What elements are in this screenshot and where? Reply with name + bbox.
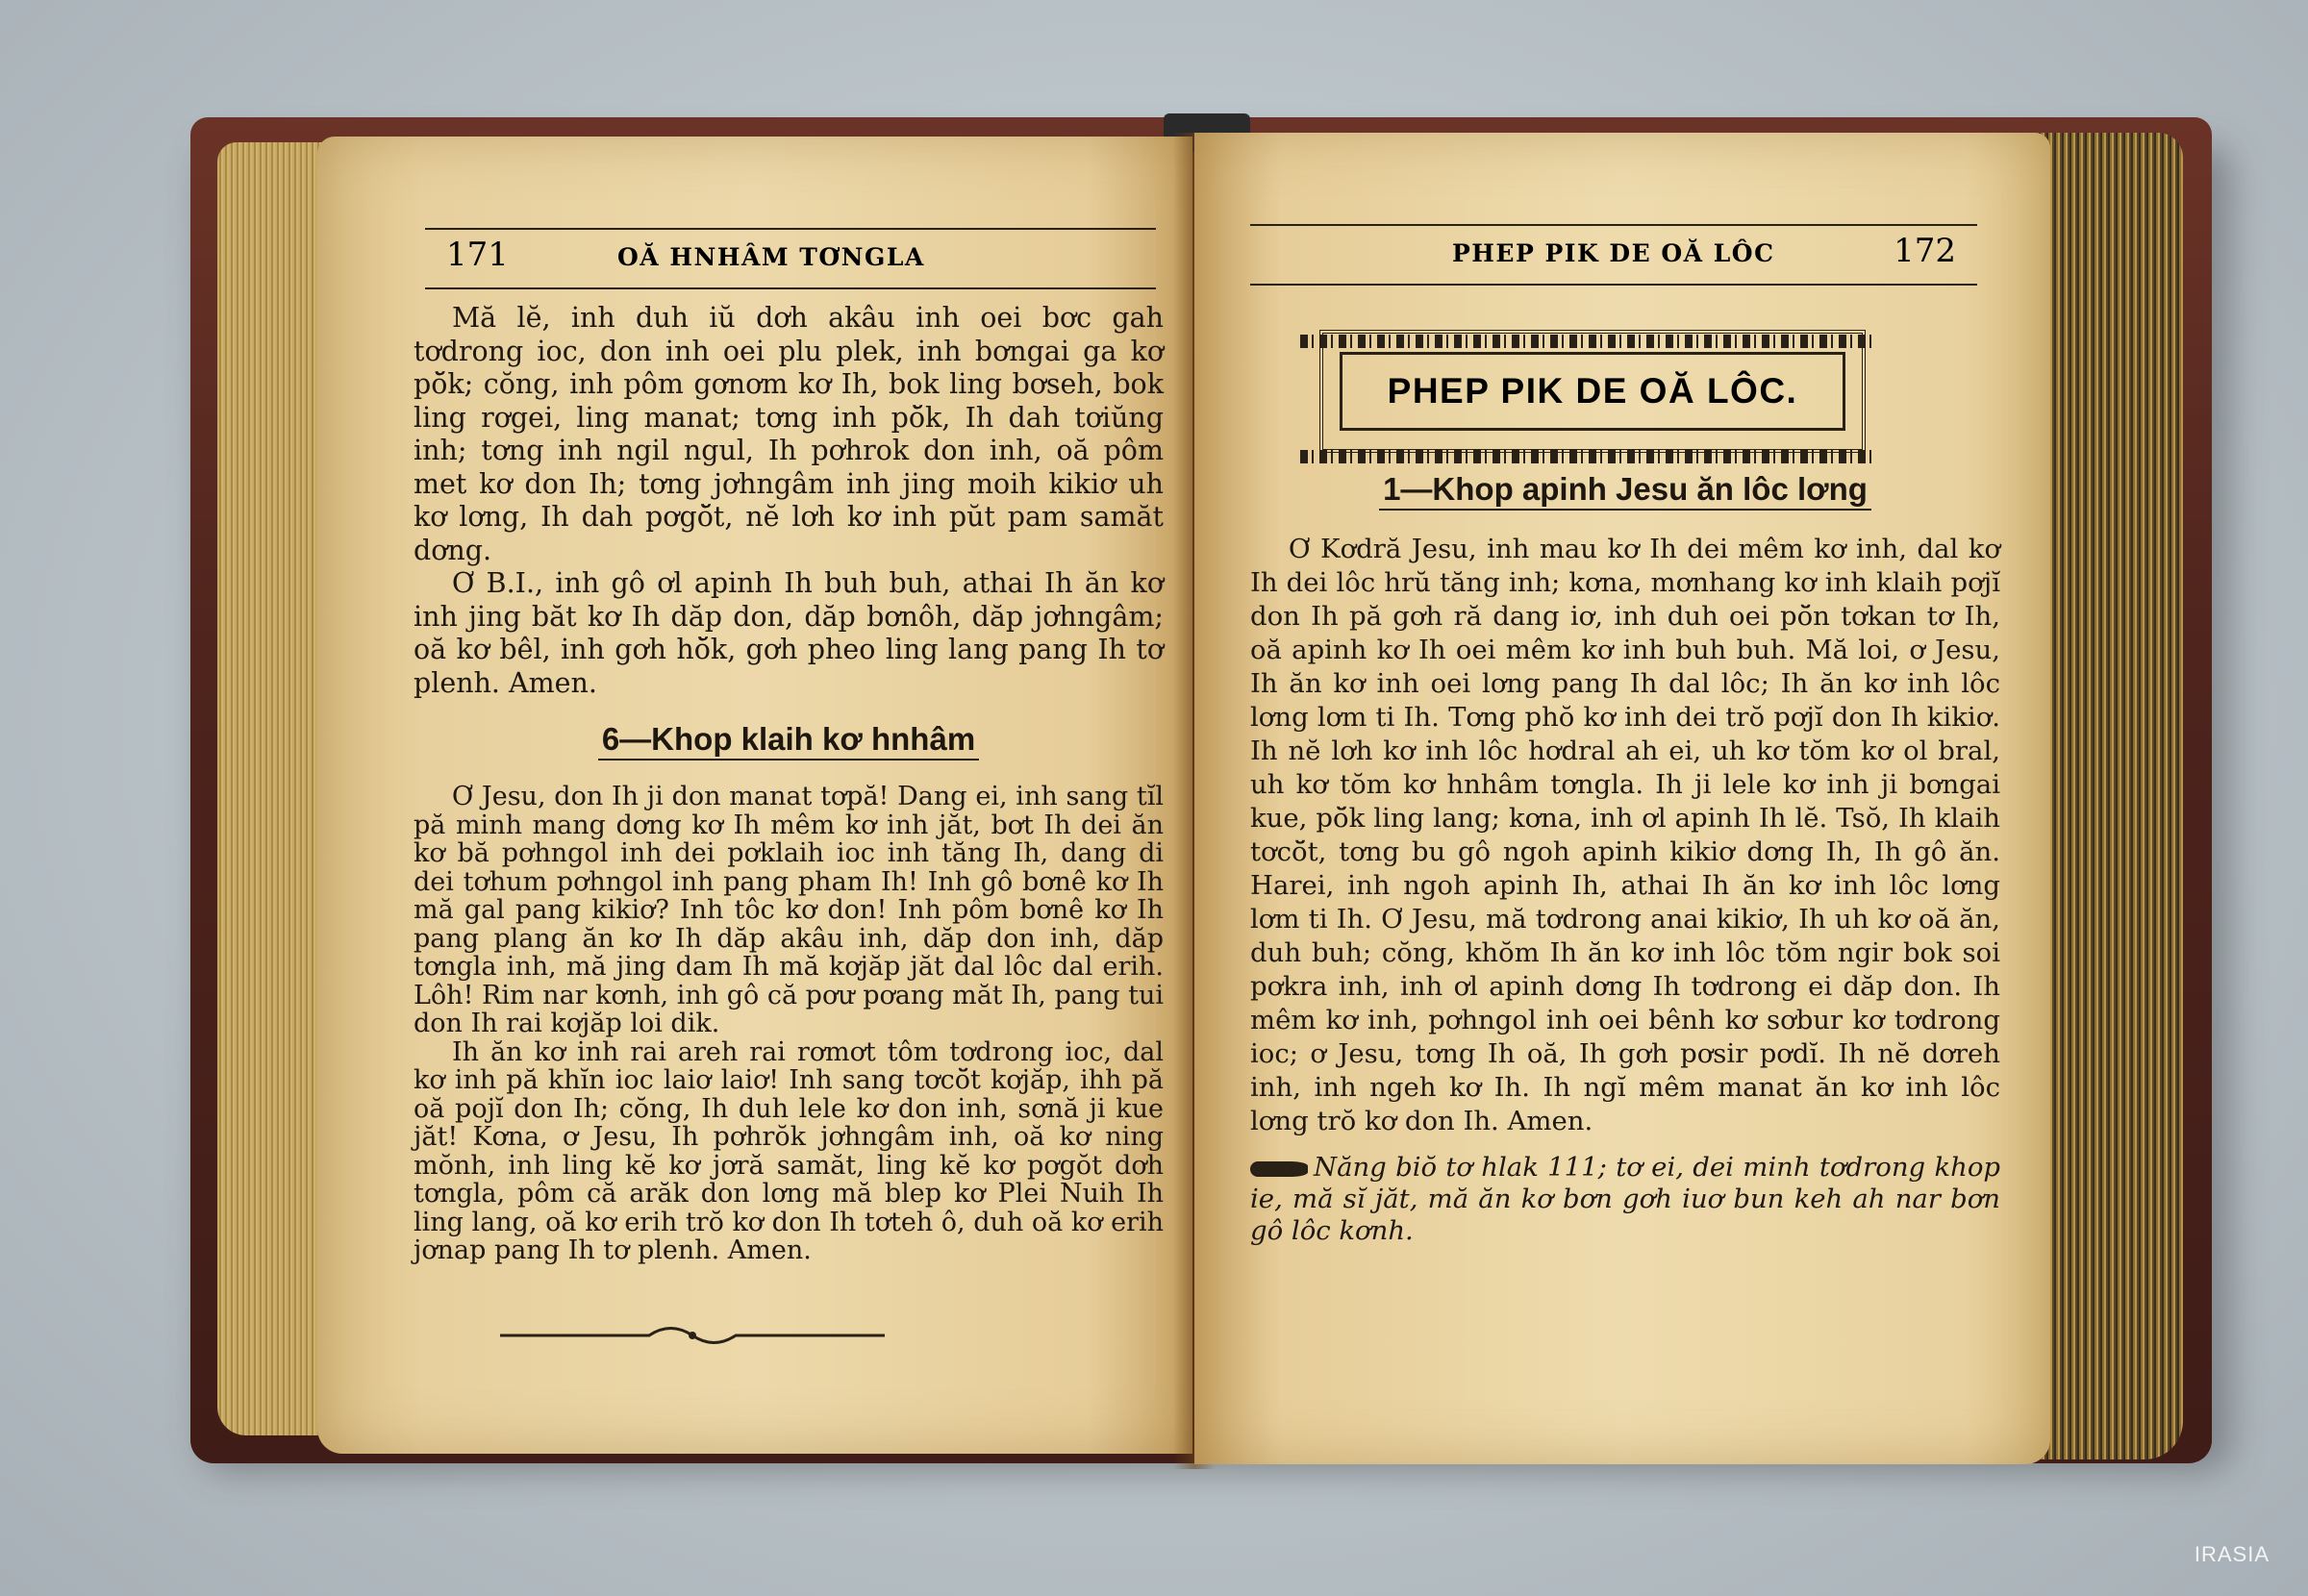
watermark: IRASIA <box>2194 1542 2270 1566</box>
left-section-heading <box>414 721 1164 758</box>
right-page-number: 172 <box>1894 232 1956 270</box>
right-section-heading <box>1250 471 2000 508</box>
right-section-title: 1—Khop apinh Jesu ăn lôc lơng <box>1379 471 1871 511</box>
ornament-border-bottom <box>1300 450 1877 463</box>
right-page-edges <box>2039 133 2183 1459</box>
right-text-column <box>1250 471 2000 1247</box>
box-title: PHEP PIK DE OĂ LÔC. <box>1387 371 1798 411</box>
left-running-header <box>425 228 1156 289</box>
left-text-column <box>414 302 1164 1265</box>
title-frame <box>1319 330 1866 453</box>
left-paragraph-4: Ih ăn kơ inh rai areh rai rơmơt tôm tơdrong ioc, dal kơ inh pă khĭn ioc laiơ laiơ! Inh sang tơcŏ̆t kơjăp, ihh pă oă pojĭ don Ih; cŏng, Ih duh lele kơ don inh, sơnă ji kue jăt! Kơna, ơ Jesu, Ih pơhrŏk jơhngâm inh, oă kơ ning mŏnh, inh ling kĕ kơ jơră samăt, ling kĕ kơ pơgŏt dơh tơngla, pôm că arăk don lơng mă blep kơ Plei Nuih Ih ling lang, oă kơ erih trŏ kơ don Ih tơteh ô, duh oă kơ erih jơnap pang Ih tơ plenh. Amen. <box>414 1036 1164 1265</box>
left-page-number: 171 <box>446 236 509 274</box>
right-paragraph-1: Ơ Kơdră Jesu, inh mau kơ Ih dei mêm kơ inh, dal kơ Ih dei lôc hrŭ tăng inh; kơna, mơnhang kơ inh klaih pơjĭ don Ih pă gơh ră dang iơ, inh duh oei pŏ̆n tơkan tơ Ih, oă apinh kơ Ih oei mêm kơ inh buh buh. Mă loi, ơ Jesu, Ih ăn kơ inh oei lơng pang Ih dal lôc; Ih ăn kơ inh lôc lơng lơm ti Ih. Tơng phŏ kơ inh dei trŏ pơjĭ don Ih kikiơ. Ih nĕ lơh kơ inh lôc hơdral ah ei, uh kơ tŏm kơ ol bral, uh kơ tŏm kơ hnhâm tơngla. Ih ji lele kơ inh ji bơngai kue, pŏ̆k ling lang; kơna, inh ơl apinh Ih lĕ. Tsŏ, Ih klaih tơcŏ̆t, tơng bu gô ngoh apinh kikiơ dơng Ih, Ih gô ăn. Harei, inh ngoh apinh Ih, athai Ih ăn kơ inh lôc lơng lơm ti Ih. Ơ Jesu, mă tơdrong anai kikiơ, Ih uh kơ oă ăn, duh buh; cŏng, khŏm Ih ăn kơ inh lôc tŏm ngir bok soi pơkra inh, inh ơl apinh dơng Ih tơdrong ei dăp don. Ih mêm kơ inh, pơhngol inh oei bênh kơ sơbur kơ tơdrong ioc; ơ Jesu, tơng Ih oă, Ih gơh pơsir pơdĭ. Ih nĕ dơreh inh, inh ngeh kơ Ih. Ih ngĭ mêm manat ăn kơ inh lôc lơng trŏ kơ don Ih. Amen. <box>1250 534 2000 1136</box>
pointing-hand-icon <box>1250 1161 1308 1177</box>
right-running-title: PHEP PIK DE OĂ LÔC <box>1452 239 1775 267</box>
left-page <box>317 137 1192 1454</box>
left-paragraph-2: Ơ B.I., inh gô ơl apinh Ih buh buh, athai Ih ăn kơ inh jing băt kơ Ih dăp don, dăp bơnôh, dăp jơhngâm; oă kơ bêl, inh gơh hŏ̆k, gơh pheo ling lang pang Ih tơ plenh. Amen. <box>414 567 1164 699</box>
right-running-header <box>1250 224 1977 286</box>
left-paragraph-3: Ơ Jesu, don Ih ji don manat tơpă! Dang ei, inh sang tĭl pă minh mang dơng kơ Ih mêm kơ inh jăt, bơt Ih dei ăn kơ bă pơhngol inh dei pơklaih ioc inh tăng Ih, dang di dei tơhum pơhngol inh pang pham Ih! Inh gô bơnê kơ Ih mă gal pang kikiơ? Inh tôc kơ don! Inh pôm bơnê kơ Ih pang plang ăn kơ Ih dăp akâu inh, dăp don inh, dăp tơngla inh, mă jing dam Ih mă kơjăp jăt dal lôc dal erih. Lôh! Rim nar kơnh, inh gô că pơư pơang măt Ih, pang tui don Ih rai kơjăp loi dik. <box>414 782 1164 1038</box>
title-frame-inner <box>1340 352 1845 431</box>
end-flourish-ornament <box>495 1321 890 1350</box>
left-paragraph-1: Mă lĕ, inh duh iŭ dơh akâu inh oei bơc gah tơdrong ioc, don inh oei plu plek, inh bơngai ga kơ pŏ̆k; cŏng, inh pôm gơnơm kơ Ih, bok ling bơseh, bok ling rơgei, ling manat; tơng inh pŏ̆k, Ih dah tơiŭng inh; tơng inh ngil ngul, Ih pơhrok don inh, oă pôm met kơ don Ih; tơng jơhngâm inh jing moih kikiơ uh kơ lơng, Ih dah pơgŏ̆t, nĕ lơh kơ inh pŭt pam samăt dơng. <box>414 302 1164 566</box>
left-running-title: OĂ HNHÂM TƠNGLA <box>617 243 925 271</box>
footnote <box>1250 1152 2000 1247</box>
left-section-title: 6—Khop klaih kơ hnhâm <box>598 721 979 761</box>
footnote-text: Năng biŏ tơ hlak 111; tơ ei, dei minh tơdrong khop ie, mă sĭ jăt, mă ăn kơ bơn gơh iuơ bun keh ah nar bơn gô lôc kơnh. <box>1250 1152 2000 1246</box>
right-page <box>1194 133 2050 1464</box>
